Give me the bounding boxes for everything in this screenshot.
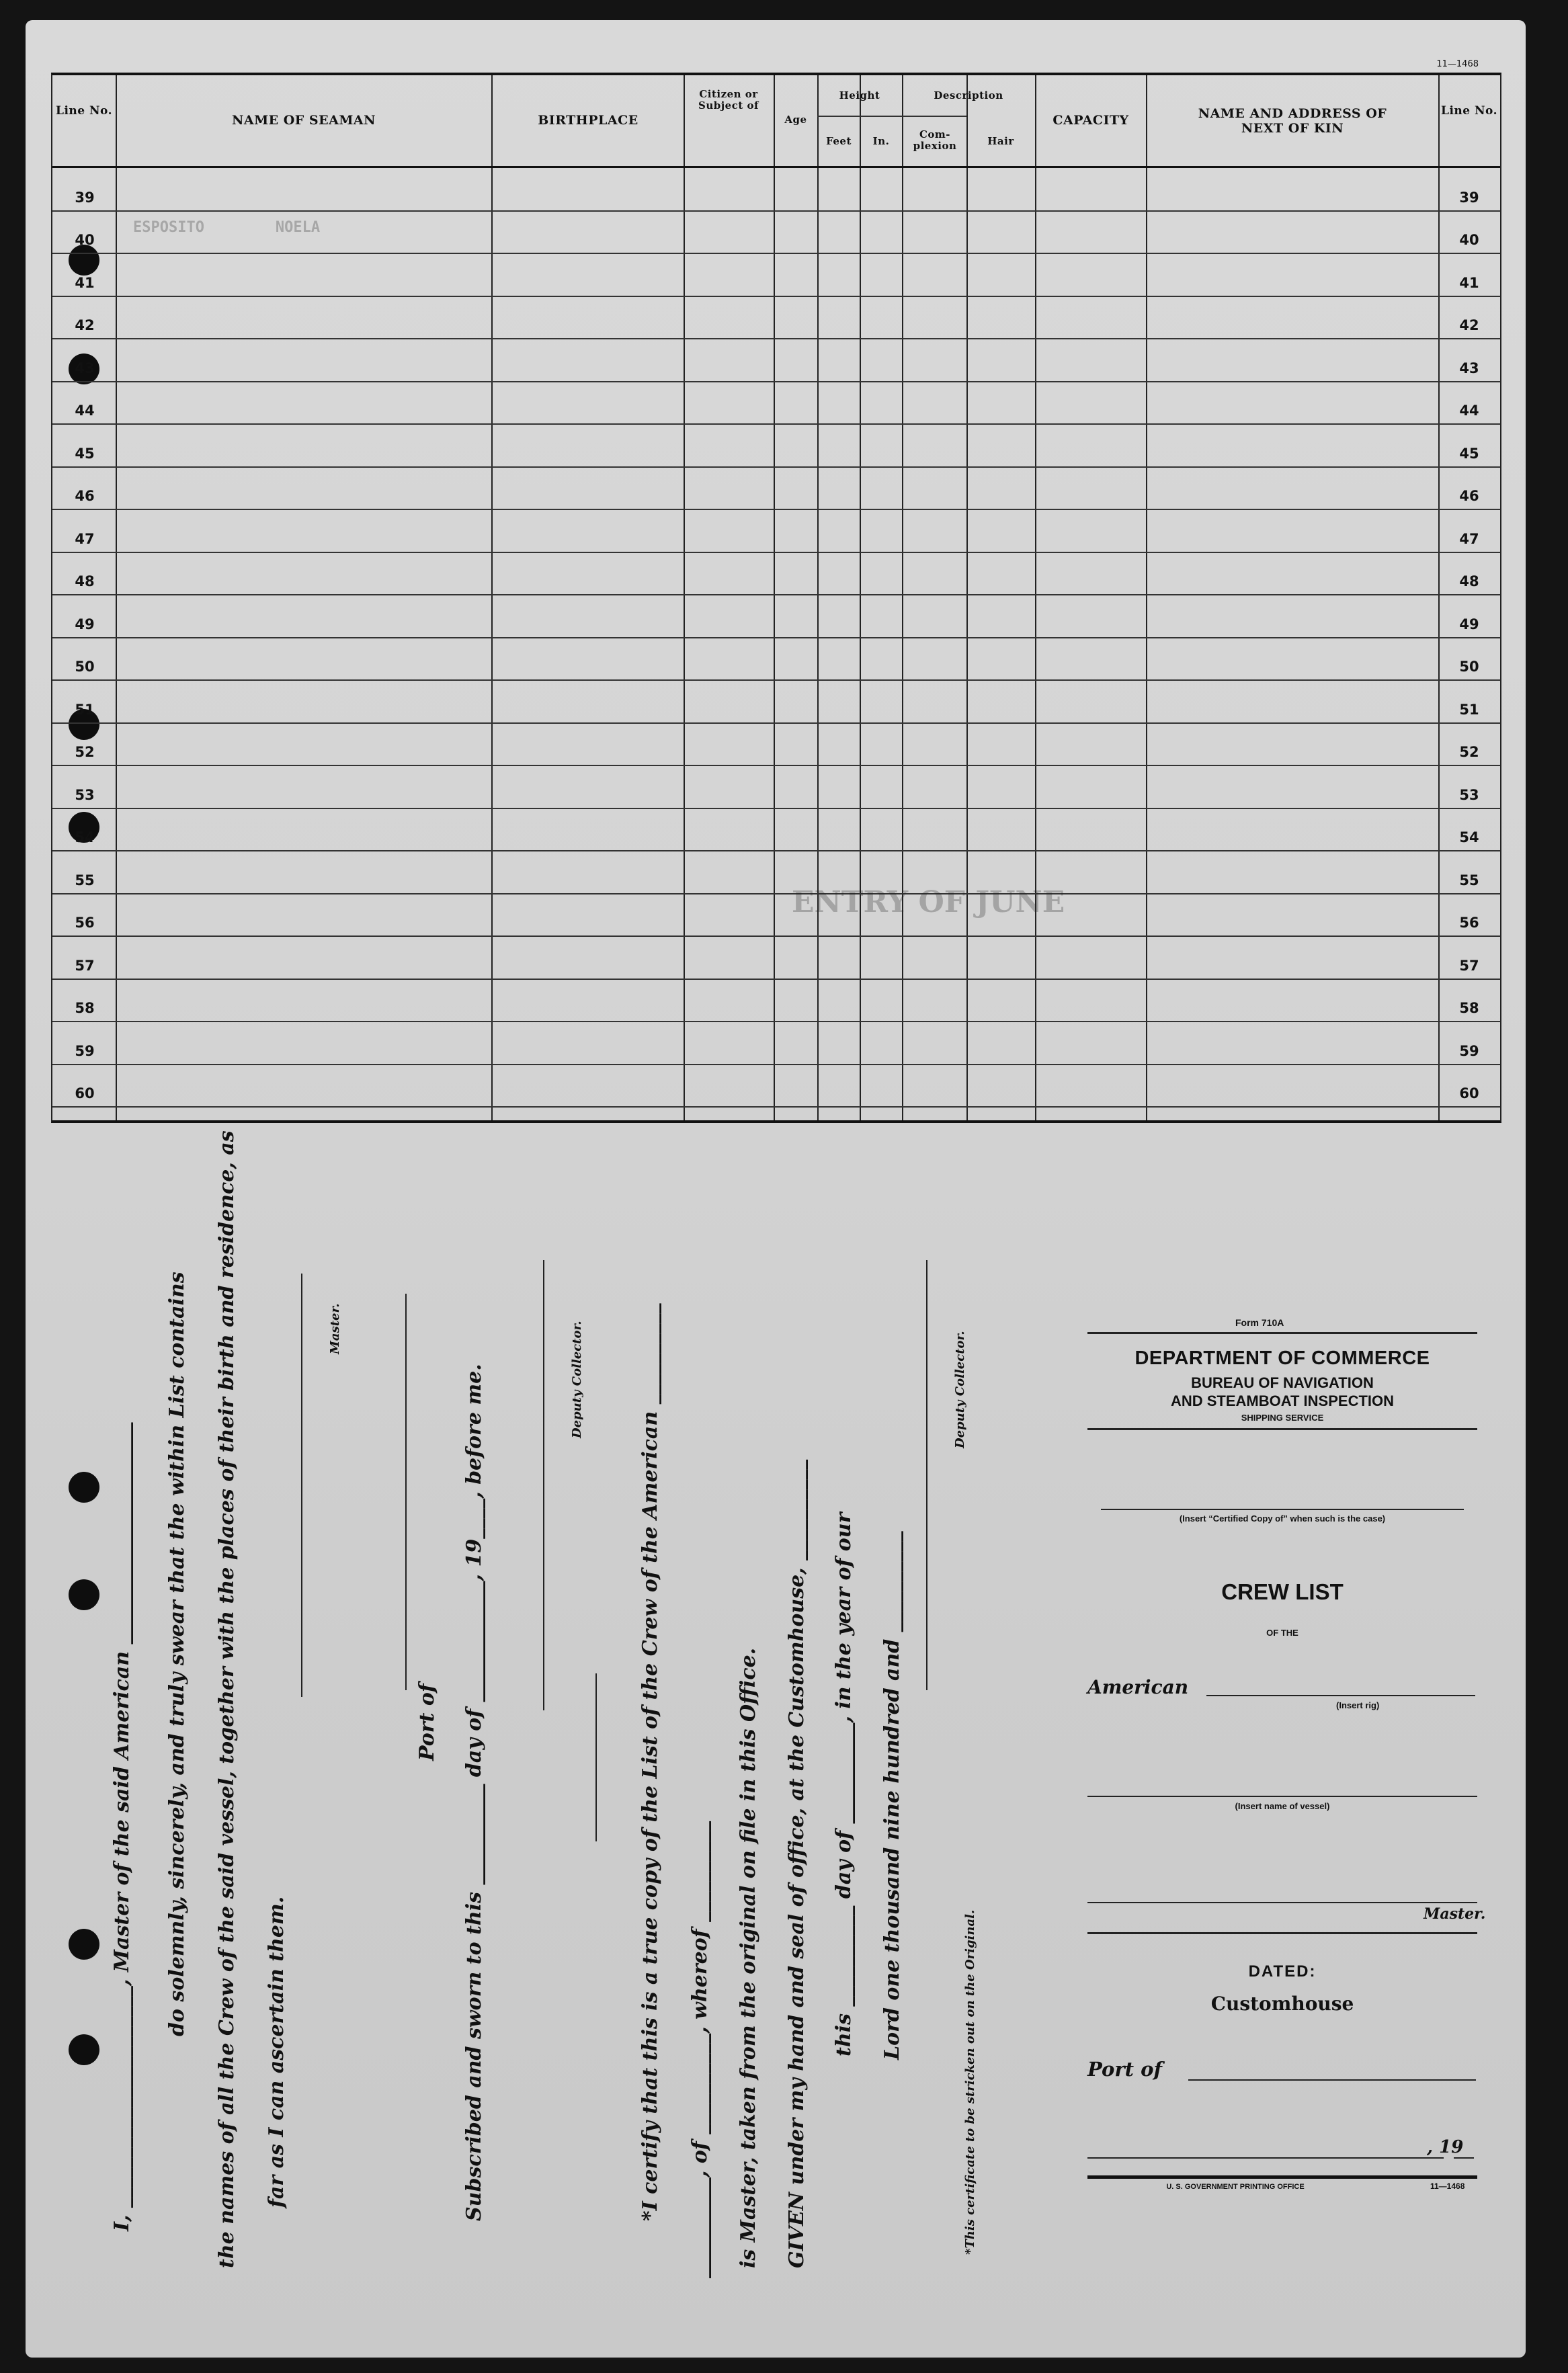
bureau-line-2: AND STEAMBOAT INSPECTION xyxy=(1170,1392,1395,1409)
line-number-left: 42 xyxy=(75,317,95,333)
line-number-right: 52 xyxy=(1459,744,1479,760)
line-number-right: 41 xyxy=(1459,274,1479,291)
deputy-collector-2-signature-line[interactable] xyxy=(926,1260,927,1690)
row-divider xyxy=(52,509,1500,510)
row-divider xyxy=(52,338,1500,339)
vessel-rig-line[interactable] xyxy=(1206,1695,1475,1696)
line-number-right: 42 xyxy=(1459,317,1479,333)
deputy-collector-label: Deputy Collector. xyxy=(570,1321,584,1438)
document-page xyxy=(26,20,1526,2358)
bleed-through-text: ESPOSITO NOELA xyxy=(133,219,321,236)
line-number-left: 56 xyxy=(75,915,95,931)
line-number-left: 53 xyxy=(75,786,95,803)
form-code-bottom: 11—1468 xyxy=(1430,2181,1465,2191)
certified-copy-line[interactable] xyxy=(1101,1509,1464,1510)
line-number-right: 40 xyxy=(1459,232,1479,248)
row-divider xyxy=(52,850,1500,851)
signature-stub-line xyxy=(595,1673,597,1841)
subscribed-line: Subscribed and sworn to this __________ day of ____________, 19____, before me. xyxy=(462,1364,486,2221)
port-of-label: Port of xyxy=(415,1683,439,1761)
form-code-top: 11—1468 xyxy=(1436,59,1479,69)
row-divider xyxy=(52,381,1500,382)
row-divider xyxy=(52,253,1500,254)
customhouse-label: Customhouse xyxy=(1210,1993,1354,2015)
master-label: Master. xyxy=(328,1303,342,1354)
certified-copy-note: (Insert “Certified Copy of” when such is the case) xyxy=(1179,1513,1386,1524)
american-label: American xyxy=(1087,1676,1189,1698)
line-number-left: 39 xyxy=(75,189,95,206)
header-hair: Hair xyxy=(987,135,1014,147)
footnote: *This certificate to be stricken out on the Original. xyxy=(963,1909,977,2255)
line-number-right: 49 xyxy=(1459,616,1479,632)
line-number-right: 56 xyxy=(1459,915,1479,931)
row-divider xyxy=(52,722,1500,724)
line-number-left: 44 xyxy=(75,403,95,419)
line-number-right: 58 xyxy=(1459,1000,1479,1016)
cover-rule xyxy=(1087,2175,1477,2179)
printer-credit: U. S. GOVERNMENT PRINTING OFFICE xyxy=(1166,2183,1305,2191)
header-line-no: Line No. xyxy=(55,104,112,118)
line-number-left: 50 xyxy=(75,659,95,675)
row-divider xyxy=(52,765,1500,766)
line-number-right: 51 xyxy=(1459,701,1479,718)
header-citizen: Citizen or Subject of xyxy=(698,88,759,112)
row-divider xyxy=(52,1021,1500,1022)
line-number-left: 59 xyxy=(75,1042,95,1059)
header-name-of-seaman: NAME OF SEAMAN xyxy=(232,113,376,128)
row-divider xyxy=(52,979,1500,980)
master-signature-line[interactable] xyxy=(301,1274,302,1697)
form-number: Form 710A xyxy=(1235,1317,1284,1328)
header-age: Age xyxy=(784,114,807,126)
line-number-left: 48 xyxy=(75,573,95,589)
punch-hole xyxy=(69,2034,99,2065)
bleed-through-text: ENTRY OF JUNE xyxy=(792,885,1065,919)
line-number-left: 57 xyxy=(75,957,95,974)
oath-line-3: the names of all the Crew of the said vessel, together with the places of their birth and residence, as xyxy=(215,1130,239,2268)
line-number-right: 39 xyxy=(1459,189,1479,206)
bureau-line-1: BUREAU OF NAVIGATION xyxy=(1191,1374,1374,1391)
certify-line-2: __________, of __________, whereof __________ xyxy=(688,1821,712,2278)
line-number-left: 46 xyxy=(75,488,95,504)
oath-line-4: far as I can ascertain them. xyxy=(265,1896,288,2208)
punch-hole xyxy=(69,1472,99,1503)
line-number-right: 55 xyxy=(1459,872,1479,888)
certify-line-1: *I certify that this is a true copy of the List of the Crew of the American __________ xyxy=(638,1303,662,2221)
row-divider xyxy=(52,210,1500,212)
row-divider xyxy=(52,1064,1500,1065)
row-divider xyxy=(52,637,1500,638)
master-line[interactable] xyxy=(1087,1902,1477,1903)
department-title: DEPARTMENT OF COMMERCE xyxy=(1134,1347,1430,1369)
header-next-of-kin: NAME AND ADDRESS OF NEXT OF KIN xyxy=(1198,106,1387,136)
line-number-left: 43 xyxy=(75,360,95,376)
row-divider xyxy=(52,296,1500,297)
punch-hole xyxy=(69,1579,99,1610)
certify-line-3: is Master, taken from the original on file in this Office. xyxy=(737,1647,760,2268)
line-number-left: 49 xyxy=(75,616,95,632)
shipping-service: SHIPPING SERVICE xyxy=(1241,1413,1324,1423)
line-number-right: 46 xyxy=(1459,488,1479,504)
line-number-left: 40 xyxy=(75,232,95,248)
line-number-right: 60 xyxy=(1459,1085,1479,1101)
insert-rig-note: (Insert rig) xyxy=(1336,1700,1380,1710)
line-number-right: 47 xyxy=(1459,530,1479,547)
header-height: Height xyxy=(839,89,880,101)
header-birthplace: BIRTHPLACE xyxy=(538,113,638,128)
line-number-right: 43 xyxy=(1459,360,1479,376)
row-divider xyxy=(52,594,1500,595)
given-line-2: this __________ day of __________, in the year of our xyxy=(832,1512,856,2056)
line-number-left: 55 xyxy=(75,872,95,888)
row-divider xyxy=(52,808,1500,809)
header-feet: Feet xyxy=(826,135,852,147)
dated-label: DATED: xyxy=(1248,1962,1317,1981)
cover-rule xyxy=(1087,1332,1477,1334)
header-capacity: CAPACITY xyxy=(1053,113,1129,128)
vessel-name-line[interactable] xyxy=(1087,1796,1477,1797)
line-number-right: 45 xyxy=(1459,445,1479,462)
row-divider xyxy=(52,893,1500,894)
crew-list-title: CREW LIST xyxy=(1221,1579,1344,1604)
cover-rule xyxy=(1087,1428,1477,1430)
line-number-left: 45 xyxy=(75,445,95,462)
header-inches: In. xyxy=(872,135,890,147)
line-number-left: 52 xyxy=(75,744,95,760)
line-number-left: 51 xyxy=(75,701,95,718)
master-label-cover: Master. xyxy=(1423,1905,1486,1923)
deputy-collector-signature-line[interactable] xyxy=(543,1260,544,1710)
oath-line-1: I, ______________________, Master of the said American ______________________ xyxy=(110,1422,134,2231)
oath-line-2: do solemnly, sincerely, and truly swear that the within List contains xyxy=(165,1272,189,2036)
header-line-no-right: Line No. xyxy=(1440,104,1497,118)
line-number-right: 44 xyxy=(1459,403,1479,419)
line-number-right: 50 xyxy=(1459,659,1479,675)
line-number-right: 57 xyxy=(1459,957,1479,974)
line-number-right: 59 xyxy=(1459,1042,1479,1059)
year-blank-line[interactable] xyxy=(1454,2157,1474,2159)
cover-rule xyxy=(1087,1932,1477,1934)
row-divider xyxy=(52,552,1500,553)
header-complexion: Com- plexion xyxy=(913,128,957,152)
line-number-left: 54 xyxy=(75,829,95,845)
row-divider xyxy=(52,1106,1500,1108)
port-of-line[interactable] xyxy=(405,1294,407,1690)
row-divider xyxy=(52,423,1500,425)
deputy-collector-2-label: Deputy Collector. xyxy=(953,1331,967,1448)
line-number-left: 41 xyxy=(75,274,95,291)
given-line-3: Lord one thousand nine hundred and __________ xyxy=(880,1531,904,2060)
of-the-label: OF THE xyxy=(1266,1628,1298,1638)
row-divider xyxy=(52,935,1500,937)
line-number-left: 60 xyxy=(75,1085,95,1101)
punch-hole xyxy=(69,1929,99,1960)
insert-name-note: (Insert name of vessel) xyxy=(1235,1801,1330,1811)
header-description: Description xyxy=(934,89,1003,101)
line-number-right: 53 xyxy=(1459,786,1479,803)
year-label: , 19 xyxy=(1427,2137,1464,2157)
row-divider xyxy=(52,679,1500,681)
date-line[interactable] xyxy=(1087,2157,1444,2159)
port-of-label-cover: Port of xyxy=(1087,2058,1162,2081)
line-number-right: 54 xyxy=(1459,829,1479,845)
line-number-left: 47 xyxy=(75,530,95,547)
row-divider xyxy=(52,466,1500,468)
line-number-right: 48 xyxy=(1459,573,1479,589)
given-line-1: GIVEN under my hand and seal of office, at the Customhouse, __________ xyxy=(785,1459,809,2268)
port-line[interactable] xyxy=(1188,2079,1476,2081)
line-number-left: 58 xyxy=(75,1000,95,1016)
crew-table xyxy=(51,73,1501,1123)
